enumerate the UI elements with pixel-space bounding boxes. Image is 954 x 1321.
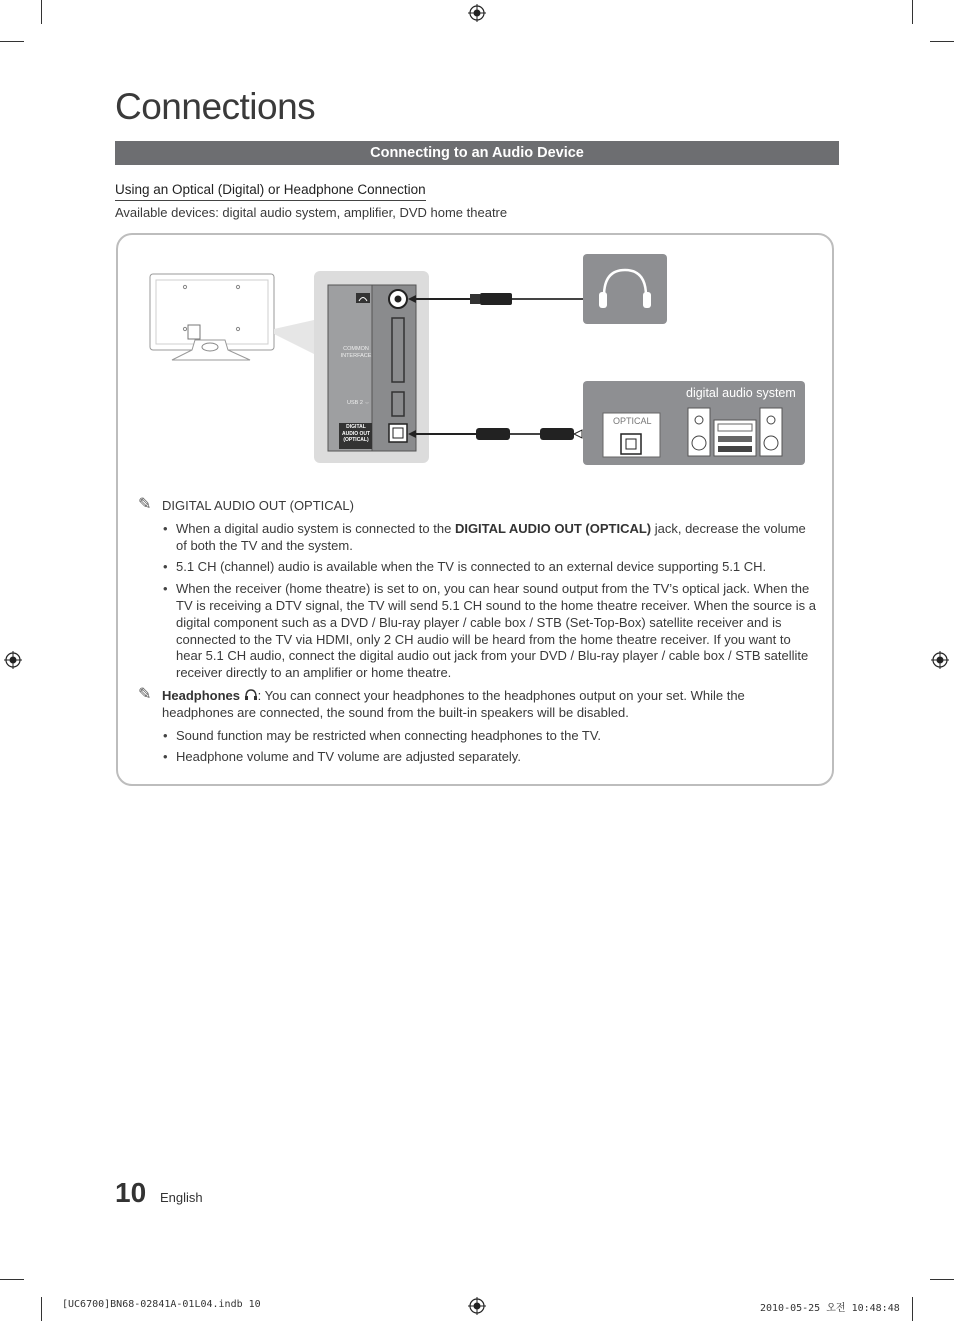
optical-cable	[408, 428, 582, 440]
connection-diagram	[140, 250, 820, 472]
port-label-usb: USB 2 ⇔	[347, 400, 370, 406]
note-headphones: ✎ Headphones : You can connect your headphones to the headphones output on your set. While the headphones are connected, the sound from the built-in speakers will be disabled.	[138, 685, 745, 720]
headphones-bullets	[138, 728, 818, 767]
print-slug-left: [UC6700]BN68-02841A-01L04.indb 10	[62, 1299, 261, 1310]
available-devices-text: Available devices: digital audio system, amplifier, DVD home theatre	[115, 205, 508, 220]
note-digital-audio-out: ✎ DIGITAL AUDIO OUT (OPTICAL)	[138, 496, 354, 513]
list-item: • When a digital audio system is connected to the DIGITAL AUDIO OUT (OPTICAL) jack, decrease the volume of both the TV and the system.	[138, 521, 818, 555]
crop-mark	[930, 41, 954, 42]
footer-language: English	[160, 1190, 203, 1205]
list-item: • Headphone volume and TV volume are adjusted separately.	[138, 749, 818, 766]
headphone-cable	[408, 293, 586, 305]
pencil-note-icon: ✎	[138, 685, 152, 703]
subheading: Using an Optical (Digital) or Headphone Connection	[115, 182, 426, 201]
tv-rear-illustration	[150, 274, 314, 360]
crop-mark	[0, 41, 24, 42]
page-title: Connections	[115, 86, 316, 127]
digital-audio-system-label: digital audio system	[686, 386, 796, 400]
list-item: • Sound function may be restricted when connecting headphones to the TV.	[138, 728, 818, 745]
notes-section	[138, 498, 818, 772]
registration-mark-icon	[468, 4, 486, 22]
crop-mark	[0, 1279, 24, 1280]
registration-mark-icon	[4, 651, 22, 669]
crop-mark	[930, 1279, 954, 1280]
print-slug-right: 2010-05-25 오전 10:48:48	[760, 1303, 900, 1314]
port-label-digital-audio-out: DIGITAL AUDIO OUT (OPTICAL)	[341, 424, 371, 443]
list-item: • 5.1 CH (channel) audio is available when the TV is connected to an external device supporting 5.1 CH.	[138, 559, 818, 576]
page-number: 10	[115, 1177, 147, 1208]
crop-mark	[912, 0, 913, 24]
registration-mark-icon	[931, 651, 949, 669]
list-item: • When the receiver (home theatre) is set to on, you can hear sound output from the TV’s optical jack. When the TV is receiving a DTV signal, the TV will send 5.1 CH sound to the home theatre receiver. When the source is a digital component such as a DVD / Blu-ray player / cable box / STB (Set-Top-Box) satellite receiver and is connected to the TV via HDMI, only 2 CH audio will be heard from the home theatre receiver. If you want to hear 5.1 CH audio, connect the digital audio out jack from your DVD / Blu-ray player / cable box / STB satellite receiver directly to an amplifier or home theatre.	[138, 581, 818, 682]
headphones-icon	[244, 689, 258, 701]
optical-label: OPTICAL	[613, 416, 652, 426]
pencil-note-icon: ✎	[138, 496, 152, 513]
registration-mark-icon	[468, 1297, 486, 1315]
headphones-device	[583, 254, 667, 324]
crop-mark	[912, 1297, 913, 1321]
section-header: Connecting to an Audio Device	[115, 141, 839, 165]
digital-audio-bullets	[138, 521, 818, 682]
port-label-common-interface: COMMON INTERFACE	[340, 346, 372, 359]
crop-mark	[41, 1297, 42, 1321]
crop-mark	[41, 0, 42, 24]
